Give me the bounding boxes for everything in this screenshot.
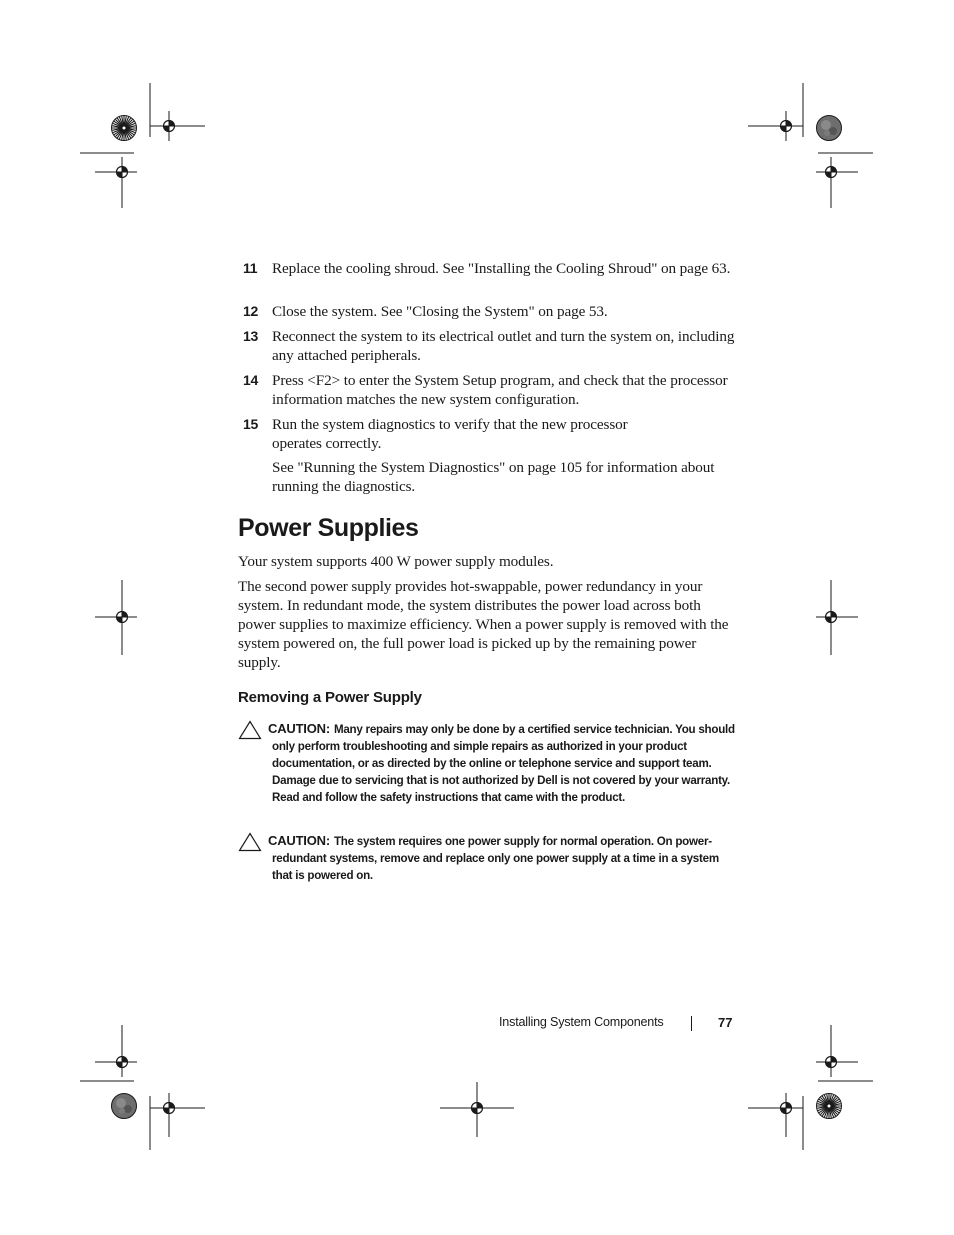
step-text: Close the system. See "Closing the System" on page 53. bbox=[272, 303, 608, 320]
subsection-title: Removing a Power Supply bbox=[238, 689, 422, 706]
caution-triangle-icon bbox=[238, 720, 262, 740]
step-number: 12 bbox=[243, 303, 258, 319]
caution-triangle-icon bbox=[238, 832, 262, 852]
section-title: Power Supplies bbox=[238, 514, 419, 542]
step-text: Run the system diagnostics to verify that the new processor operates correctly. bbox=[272, 416, 628, 452]
step-text: Reconnect the system to its electrical outlet and turn the system on, including any attached peripherals. bbox=[272, 328, 735, 364]
registration-sunburst-icon bbox=[112, 116, 137, 141]
step-number: 13 bbox=[243, 328, 258, 344]
step-number: 15 bbox=[243, 416, 258, 432]
caution-label: CAUTION: bbox=[268, 833, 330, 848]
section-paragraph: The second power supply provides hot-swappable, power redundancy in your system. In redundant mode, the system distributes the power load across both power supplies to maximize efficiency. When a power supply is removed with the system powered on, the full power load is picked up by the remaining power supply. bbox=[238, 578, 729, 671]
caution-text: Many repairs may only be done by a certified service technician. You should only perform troubleshooting and simple repairs as authorized in your product documentation, or as directed by the online or telephone service and support team. Damage due to servicing that is not authorized by Dell is not covered by your warranty. Read and follow the safety instructions that came with the product. bbox=[272, 723, 735, 804]
color-bar-icon bbox=[817, 116, 842, 141]
step-note-text: See "Running the System Diagnostics" on page 105 for information about running the diagnostics. bbox=[272, 459, 715, 495]
step-text: Replace the cooling shroud. See "Installing the Cooling Shroud" on page 63. bbox=[272, 260, 731, 277]
step-text: Press <F2> to enter the System Setup program, and check that the processor information matches the new system configuration. bbox=[272, 372, 728, 408]
caution-notice bbox=[238, 720, 740, 806]
color-bar-icon bbox=[112, 1094, 137, 1119]
registration-sunburst-icon bbox=[817, 1094, 842, 1119]
footer-divider bbox=[691, 1016, 692, 1031]
footer-chapter-title: Installing System Components bbox=[499, 1015, 664, 1029]
step-number: 11 bbox=[243, 260, 258, 276]
caution-notice bbox=[238, 832, 740, 884]
caution-label: CAUTION: bbox=[268, 721, 330, 736]
caution-text: The system requires one power supply for normal operation. On power-redundant systems, remove and replace only one power supply at a time in a system that is powered on. bbox=[272, 835, 719, 882]
section-paragraph: Your system supports 400 W power supply modules. bbox=[238, 553, 554, 570]
page-number: 77 bbox=[718, 1015, 733, 1030]
step-number: 14 bbox=[243, 372, 258, 388]
